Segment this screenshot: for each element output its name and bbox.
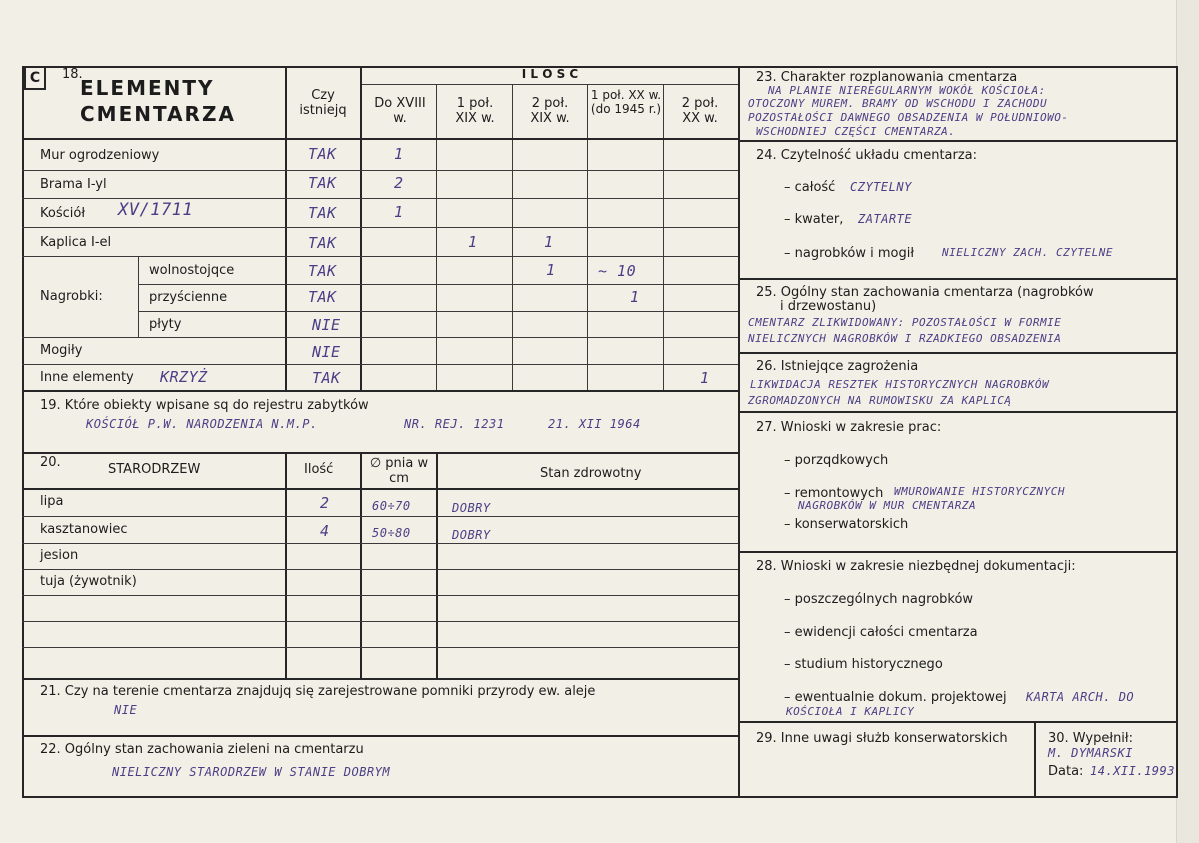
section18-number: 18.	[62, 67, 83, 82]
card-letter-box: C	[24, 66, 46, 90]
period-header-xx1: 1 poł. XX w. (do 1945 r.)	[590, 88, 662, 116]
row-label-plyty: płyty	[149, 317, 182, 332]
section24-calosc-value: CZYTELNY	[850, 180, 912, 194]
period-header-xix2: 2 poł. XIX w.	[530, 96, 570, 126]
section22-label: 22. Ogólny stan zachowania zieleni na cmentarzu	[40, 742, 364, 757]
section24-label: 24. Czytelność układu cmentarza:	[756, 148, 978, 163]
row-exists-kaplica: TAK	[308, 234, 337, 252]
tree-name: lipa	[40, 494, 64, 509]
grid-line	[285, 66, 287, 390]
grid-line	[738, 352, 1178, 354]
grid-line	[22, 569, 738, 570]
grid-line	[138, 256, 139, 337]
tree-count: 2	[320, 494, 330, 512]
frame-right	[1176, 66, 1178, 797]
period-header-xx2: 2 poł. XX w.	[681, 96, 719, 126]
row-label-wolno: wolnostojqce	[149, 263, 235, 278]
section29-label: 29. Inne uwagi służb konserwatorskich	[756, 731, 1008, 746]
section30-name: M. DYMARSKI	[1048, 746, 1133, 760]
tree-health: DOBRY	[452, 528, 491, 542]
section27-remontowych-line: WMUROWANIE HISTORYCZNYCH	[894, 485, 1065, 498]
row-xx2-inne: 1	[700, 369, 710, 387]
grid-line	[138, 311, 738, 312]
section28-item: – ewidencji całości cmentarza	[784, 625, 978, 640]
grid-line	[1034, 721, 1036, 797]
row-note-inne: KRZYŻ	[160, 368, 208, 386]
row-xix2-kaplica: 1	[544, 233, 554, 251]
row-xviii-mur: 1	[394, 145, 404, 163]
row-xx1-wolno: ~ 10	[598, 262, 637, 280]
section23-line: NA PLANIE NIEREGULARNYM WOKÓŁ KOŚCIOŁA:	[768, 84, 1046, 97]
row-label-mogily: Mogiły	[40, 343, 83, 358]
section25-line: CMENTARZ ZLIKWIDOWANY: POZOSTAŁOŚCI W FORMIE	[748, 316, 1062, 329]
grid-line	[22, 337, 738, 338]
grid-line	[362, 84, 738, 85]
section26-label: 26. Istniejqce zagrożenia	[756, 359, 919, 374]
section28-item: – poszczególnych nagrobków	[784, 592, 974, 607]
grid-line	[512, 84, 513, 390]
row-exists-przysc: TAK	[308, 288, 337, 306]
grid-line	[22, 452, 738, 454]
section26-line: LIKWIDACJA RESZTEK HISTORYCZNYCH NAGROBKÓW	[750, 378, 1050, 391]
section24-kwater-label: – kwater,	[784, 212, 844, 227]
section28-item: – studium historycznego	[784, 657, 943, 672]
section19-label: 19. Które obiekty wpisane sq do rejestru zabytków	[40, 398, 369, 413]
row-xviii-brama: 2	[394, 174, 404, 192]
row-exists-brama: TAK	[308, 174, 337, 192]
grid-line	[22, 138, 738, 140]
tree-name: tuja (żywotnik)	[40, 574, 137, 589]
grid-line	[738, 278, 1178, 280]
row-exists-inne: TAK	[312, 369, 341, 387]
section25-label-line1: 25. Ogólny stan zachowania cmentarza (nagrobków	[756, 285, 1094, 300]
section19-object: KOŚCIÓŁ P.W. NARODZENIA N.M.P.	[86, 417, 318, 431]
section28-item: – ewentualnie dokum. projektowej	[784, 690, 1007, 705]
section28-projektowej-value-line1: KARTA ARCH. DO	[1026, 690, 1135, 704]
section20-count-header: Ilość	[304, 462, 334, 477]
card-edge	[1176, 0, 1199, 843]
grid-line	[22, 170, 738, 171]
grid-line	[22, 647, 738, 648]
section20-number: 20.	[40, 455, 61, 470]
section20-health-header: Stan zdrowotny	[540, 466, 642, 481]
section24-kwater-value: ZATARTE	[858, 212, 913, 226]
grid-line	[22, 198, 738, 199]
section27-remontowych: – remontowych	[784, 486, 884, 501]
row-xviii-kosciol: 1	[394, 203, 404, 221]
grid-line	[22, 227, 738, 228]
section23-line: WSCHODNIEJ CZĘŚCI CMENTARZA.	[756, 125, 956, 138]
row-xix2-wolno: 1	[546, 261, 556, 279]
row-label-kosciol: Kościół	[40, 206, 86, 221]
grid-line	[22, 543, 738, 544]
tree-name: kasztanowiec	[40, 522, 128, 537]
grid-line	[22, 256, 738, 257]
grid-line	[663, 84, 664, 390]
tree-health: DOBRY	[452, 501, 491, 515]
section28-label: 28. Wnioski w zakresie niezbędnej dokumentacji:	[756, 559, 1076, 574]
section26-line: ZGROMADZONYCH NA RUMOWISKU ZA KAPLICĄ	[748, 394, 1012, 407]
tree-diam: 50÷80	[372, 526, 411, 540]
section19-reg-date: 21. XII 1964	[548, 417, 641, 431]
row-exists-wolno: TAK	[308, 262, 337, 280]
row-label-brama: Brama I-yl	[40, 177, 107, 192]
section20-diam-header: ∅ pnia w cm	[369, 456, 429, 486]
grid-line	[22, 595, 738, 596]
row-note-kosciol: XV/1711	[118, 200, 194, 220]
row-xix1-kaplica: 1	[468, 233, 478, 251]
grid-line	[738, 411, 1178, 413]
row-label-nagrobki: Nagrobki:	[40, 289, 103, 304]
grid-line	[738, 551, 1178, 553]
section22-answer: NIELICZNY STARODRZEW W STANIE DOBRYM	[112, 765, 391, 779]
section27-remontowych-line: NAGROBKÓW W MUR CMENTARZA	[798, 499, 977, 512]
section24-calosc-label: – całość	[784, 180, 836, 195]
grid-line	[22, 621, 738, 622]
tree-name: jesion	[40, 548, 79, 563]
grid-line	[22, 390, 738, 392]
grid-line	[738, 721, 1178, 723]
section23-line: POZOSTAŁOŚCI DAWNEGO OBSADZENIA W POŁUDNIOWO-	[748, 111, 1069, 124]
grid-line	[22, 735, 738, 737]
section25-line: NIELICZNYCH NAGROBKÓW I RZADKIEGO OBSADZENIA	[748, 332, 1062, 345]
row-label-przysc: przyścienne	[149, 290, 228, 305]
frame-bottom	[22, 796, 1178, 798]
section27-konserwatorskich: – konserwatorskich	[784, 517, 909, 532]
tree-diam: 60÷70	[372, 499, 411, 513]
grid-line	[436, 452, 438, 678]
section25-label-line2: i drzewostanu)	[780, 299, 877, 314]
row-exists-kosciol: TAK	[308, 204, 337, 222]
grid-line	[138, 284, 738, 285]
row-label-inne: Inne elementy	[40, 370, 134, 385]
grid-line	[587, 84, 588, 390]
ilosc-header: I L O Ś Ć	[521, 67, 579, 81]
grid-line	[22, 364, 738, 365]
period-header-xviii: Do XVIII w.	[374, 96, 426, 126]
row-exists-mogily: NIE	[312, 343, 341, 361]
row-xx1-przysc: 1	[630, 288, 640, 306]
section19-reg-no: NR. REJ. 1231	[404, 417, 505, 431]
grid-line	[22, 516, 738, 517]
column-divider	[738, 66, 740, 797]
section27-label: 27. Wnioski w zakresie prac:	[756, 420, 942, 435]
tree-count: 4	[320, 522, 330, 540]
grid-line	[436, 84, 437, 390]
period-header-xix1: 1 poł. XIX w.	[455, 96, 495, 126]
frame-left	[22, 66, 24, 797]
section23-label: 23. Charakter rozplanowania cmentarza	[756, 70, 1018, 85]
section23-line: OTOCZONY MUREM. BRAMY OD WSCHODU I ZACHODU	[748, 97, 1048, 110]
section18-title-line2: CMENTARZA	[80, 102, 236, 126]
section18-title-line1: ELEMENTY	[80, 76, 215, 100]
grid-line	[22, 678, 738, 680]
section27-porzadkowych: – porzqdkowych	[784, 453, 889, 468]
row-label-kaplica: Kaplica I-el	[40, 235, 112, 250]
exists-header: Czy istniejq	[299, 88, 347, 118]
grid-line	[285, 452, 287, 678]
section30-date-label: Data:	[1048, 764, 1084, 779]
row-exists-mur: TAK	[308, 145, 337, 163]
grid-line	[22, 488, 738, 490]
row-exists-plyty: NIE	[312, 316, 341, 334]
row-label-mur: Mur ogrodzeniowy	[40, 148, 160, 163]
section30-date-value: 14.XII.1993	[1090, 764, 1175, 778]
section24-nagrobkow-label: – nagrobków i mogił	[784, 246, 915, 261]
section21-label: 21. Czy na terenie cmentarza znajdujq się zarejestrowane pomniki przyrody ew. aleje	[40, 684, 596, 699]
grid-line	[360, 66, 362, 390]
grid-line	[738, 140, 1178, 142]
grid-line	[360, 452, 362, 678]
section28-projektowej-value-line2: KOŚCIOŁA I KAPLICY	[786, 705, 915, 718]
section30-label: 30. Wypełnił:	[1048, 731, 1133, 746]
section20-title: STARODRZEW	[108, 462, 201, 477]
section24-nagrobkow-value: NIELICZNY ZACH. CZYTELNE	[942, 246, 1113, 259]
section21-answer: NIE	[114, 703, 138, 717]
